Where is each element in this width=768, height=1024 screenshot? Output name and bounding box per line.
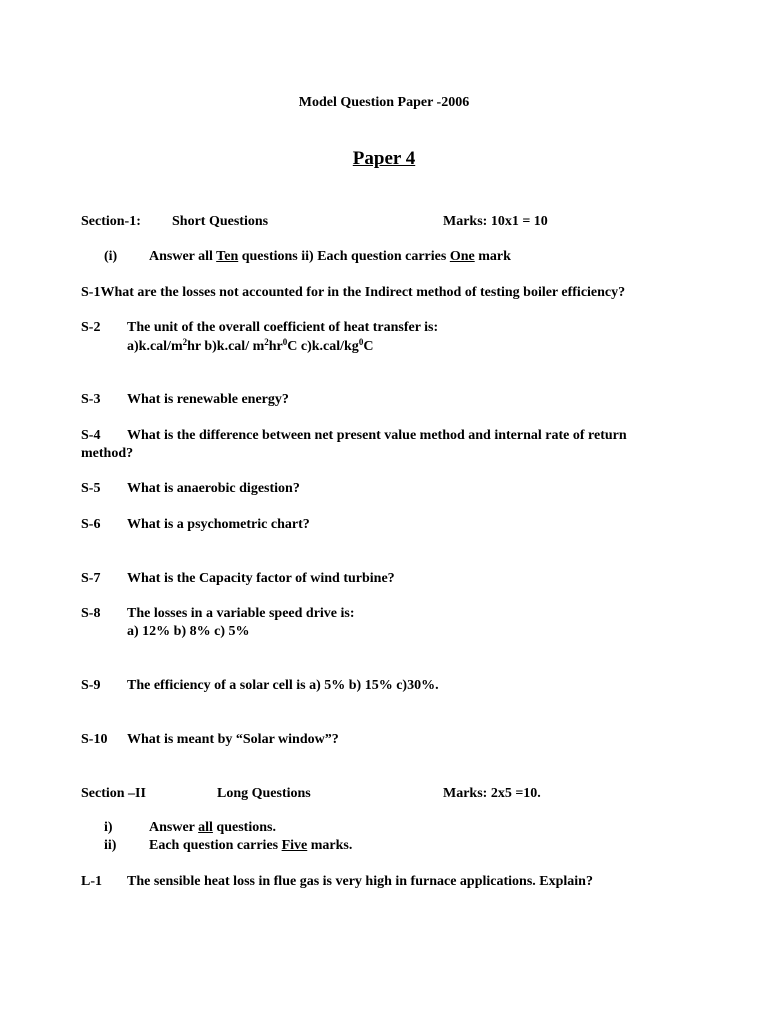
question-number: S-9 (81, 678, 101, 693)
section1-instruction: Answer all Ten questions ii) Each question carries One mark (149, 249, 511, 264)
section1-label: Section-1: (81, 214, 141, 229)
section2-instruction-number: i) (104, 820, 113, 835)
question-text: The unit of the overall coefficient of heat transfer is: (127, 320, 439, 335)
question-number: S-2 (81, 320, 101, 335)
question-text: The losses in a variable speed drive is: (127, 606, 355, 621)
question-text: The sensible heat loss in flue gas is very high in furnace applications. Explain? (127, 874, 593, 889)
section2-marks: Marks: 2x5 =10. (443, 786, 541, 801)
question-text: What is the Capacity factor of wind turbine? (127, 571, 395, 586)
question-text: What is anaerobic digestion? (127, 481, 300, 496)
section2-name: Long Questions (217, 786, 311, 801)
question-number: S-4 (81, 428, 101, 443)
question-number: S-5 (81, 481, 101, 496)
paper-number: Paper 4 (352, 148, 416, 169)
question-number: S-8 (81, 606, 101, 621)
paper-heading (0, 148, 768, 170)
question-number: L-1 (81, 874, 102, 889)
question-number: S-10 (81, 732, 108, 747)
question-text: What is meant by “Solar window”? (127, 732, 339, 747)
question-number: S-7 (81, 571, 101, 586)
section2-label: Section –II (81, 786, 146, 801)
section1-instruction-number: (i) (104, 249, 118, 264)
section2-instruction-number: ii) (104, 838, 117, 853)
question-s1: S-1What are the losses not accounted for in the Indirect method of testing boiler efficiency? (81, 285, 626, 300)
question-text: What is a psychometric chart? (127, 517, 310, 532)
question-text: The efficiency of a solar cell is a) 5% b) 15% c)30%. (127, 678, 439, 693)
question-options: $a)k.cal/m^2hr$ b)k.cal/ $m^2hr^0C$ $c)k.cal/kg^0C$ (127, 337, 374, 354)
section2-instruction: Each question carries Five marks. (149, 838, 353, 853)
question-number: S-3 (81, 392, 101, 407)
question-options: a) 12% b) 8% c) 5% (127, 624, 250, 639)
question-text: What is the difference between net present value method and internal rate of return (127, 428, 627, 443)
question-number: S-6 (81, 517, 101, 532)
section1-name: Short Questions (172, 214, 269, 229)
document-title: Model Question Paper -2006 (298, 95, 470, 110)
section1-marks: Marks: 10x1 = 10 (443, 214, 548, 229)
question-text-continued: method? (81, 446, 134, 461)
question-text: What is renewable energy? (127, 392, 289, 407)
section2-instruction: Answer all questions. (149, 820, 276, 835)
